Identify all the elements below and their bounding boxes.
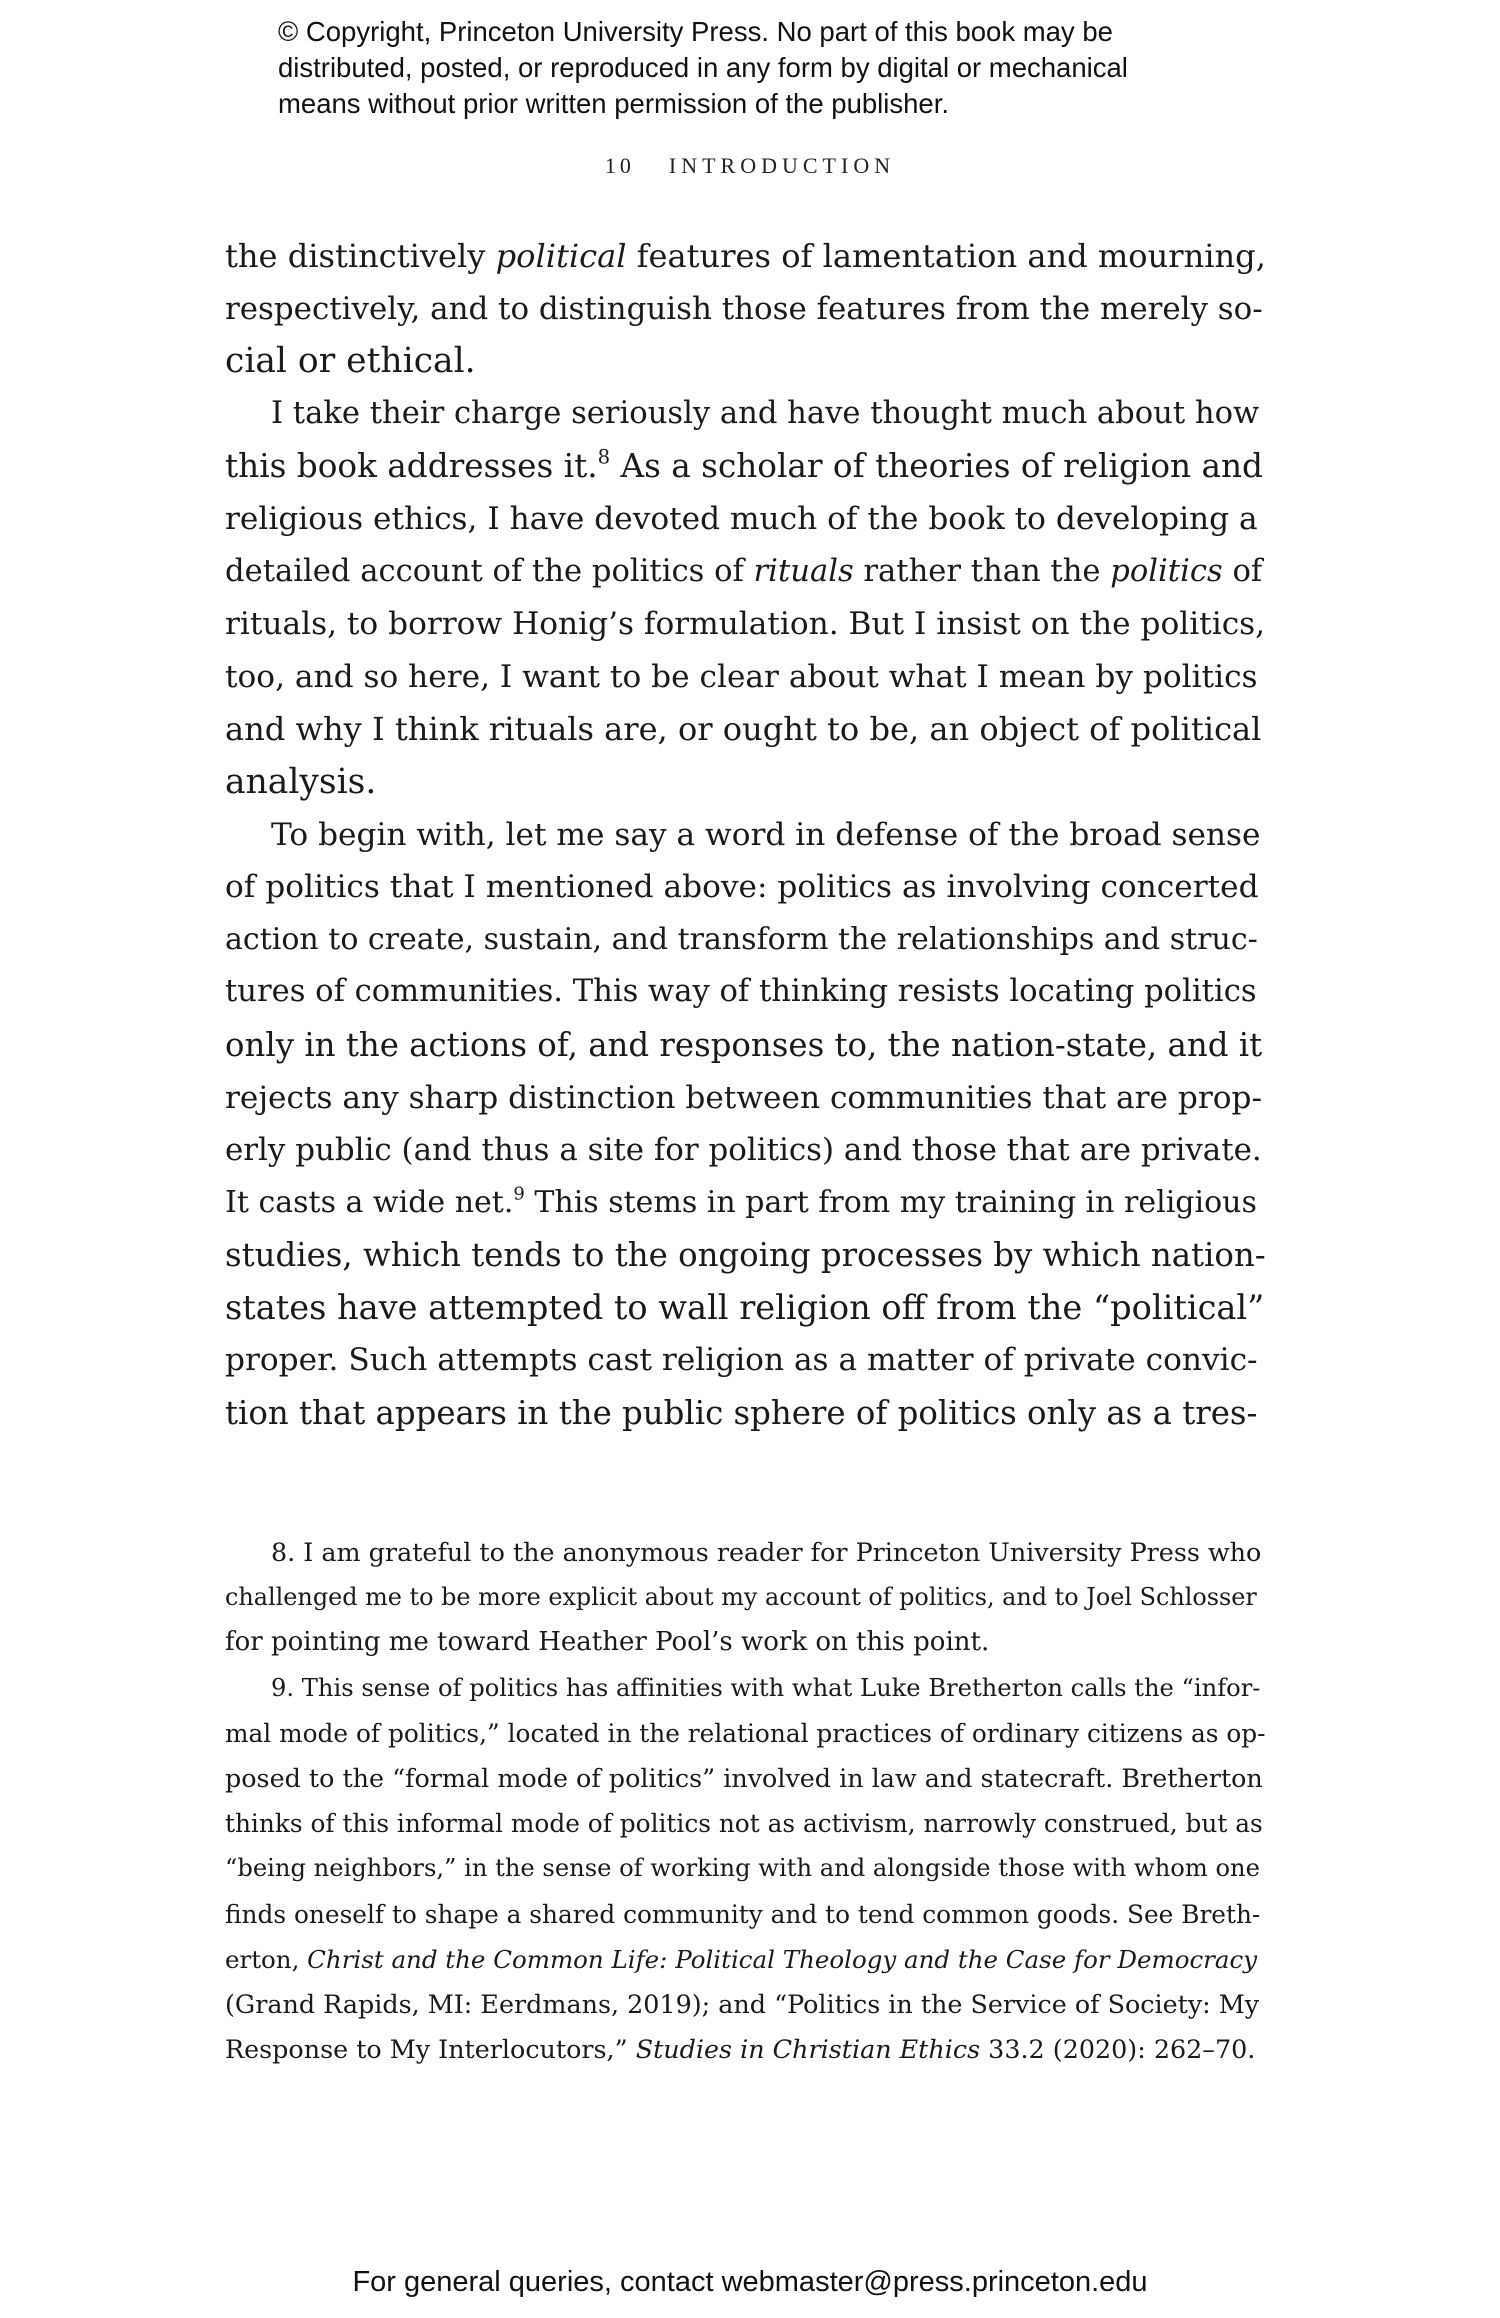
text-line: detailed account of the politics of rituals rather than the politics of (225, 553, 1263, 589)
text-line: respectively, and to distinguish those features from the merely so- (225, 290, 1263, 327)
journal-title: Studies in Christian Ethics (635, 2034, 981, 2065)
text-line: tion that appears in the public sphere of politics only as a tres- (225, 1394, 1258, 1433)
footnote-ref[interactable]: 8 (597, 445, 611, 469)
text-line: the distinctively political features of lamentation and mourning, (225, 237, 1266, 275)
main-text (225, 230, 1265, 1440)
footnotes (225, 1530, 1265, 2072)
text-line: too, and so here, I want to be clear about what I mean by politics (225, 658, 1258, 695)
text-line: I take their charge seriously and have thought much about how (271, 395, 1260, 431)
text-line: To begin with, let me say a word in defense of the broad sense (271, 816, 1261, 853)
book-title: Christ and the Common Life: Political Theology and the Case for Democracy (307, 1944, 1258, 1974)
running-head (0, 153, 1500, 179)
text-line: action to create, sustain, and transform the relationships and struc- (225, 921, 1258, 957)
chapter-title: INTRODUCTION (668, 153, 896, 178)
emphasis: political (495, 237, 627, 275)
footnote-line: finds oneself to shape a shared community and to tend common goods. See Breth- (225, 1899, 1261, 1929)
text-line: of politics that I mentioned above: politics as involving concerted (225, 869, 1259, 906)
text-line: only in the actions of, and responses to, the nation-state, and it (225, 1025, 1263, 1064)
copyright-line: © Copyright, Princeton University Press. No part of this book may be (278, 16, 1113, 47)
page-number: 10 (604, 153, 635, 178)
text-line: cial or ethical. (225, 341, 476, 382)
text-line: erly public (and thus a site for politics) and those that are private. (225, 1132, 1262, 1169)
footnote-line: challenged me to be more explicit about my account of politics, and to Joel Schlosser (225, 1583, 1257, 1612)
footnote-line: (Grand Rapids, MI: Eerdmans, 2019); and “Politics in the Service of Society: My (225, 1989, 1260, 2020)
text-line: It casts a wide net.$^9$ This stems in part from my training in religious (225, 1183, 1257, 1220)
text-line: religious ethics, I have devoted much of the book to developing a (225, 500, 1258, 537)
text-line: studies, which tends to the ongoing processes by which nation- (225, 1236, 1266, 1275)
footnote-line: mal mode of politics,” located in the relational practices of ordinary citizens as op- (225, 1718, 1266, 1748)
text-line: this book addresses it.$^8$ As a scholar of theories of religion and (225, 445, 1263, 486)
emphasis: rituals (753, 553, 854, 589)
footer-contact: For general queries, contact webmaster@press.princeton.edu (352, 2266, 1148, 2298)
text-line: tures of communities. This way of thinking resists locating politics (225, 974, 1257, 1010)
footnote-line: 9. This sense of politics has affinities with what Luke Bretherton calls the “infor- (271, 1673, 1261, 1702)
text-line: analysis. (225, 761, 377, 802)
copyright-line: distributed, posted, or reproduced in any form by digital or mechanical (278, 52, 1128, 83)
copyright-line: means without prior written permission of the publisher. (278, 88, 950, 119)
footnote-ref[interactable]: 9 (513, 1183, 525, 1205)
footnote-line: “being neighbors,” in the sense of working with and alongside those with whom one (225, 1854, 1260, 1883)
text-line: rejects any sharp distinction between communities that are prop- (225, 1079, 1263, 1116)
text-line: proper. Such attempts cast religion as a matter of private convic- (225, 1342, 1258, 1379)
text-line: states have attempted to wall religion off from the “political” (225, 1287, 1265, 1327)
footnote-line: 8. I am grateful to the anonymous reader for Princeton University Press who (271, 1537, 1262, 1567)
emphasis: politics (1110, 553, 1223, 589)
footnote-line: for pointing me toward Heather Pool’s work on this point. (225, 1627, 990, 1658)
footnote-line: posed to the “formal mode of politics” involved in law and statecraft. Bretherton (225, 1763, 1263, 1794)
text-line: and why I think rituals are, or ought to be, an object of political (225, 710, 1262, 749)
text-line: rituals, to borrow Honig’s formulation. But I insist on the politics, (225, 606, 1266, 643)
footnote-line: Response to My Interlocutors,” Studies in Christian Ethics 33.2 (2020): 262–70. (225, 2034, 1256, 2065)
footnote-line: erton, Christ and the Common Life: Political Theology and the Case for Democracy (225, 1944, 1258, 1974)
footnote-line: thinks of this informal mode of politics not as activism, narrowly construed, but as (225, 1809, 1263, 1839)
copyright-notice (278, 14, 1278, 122)
